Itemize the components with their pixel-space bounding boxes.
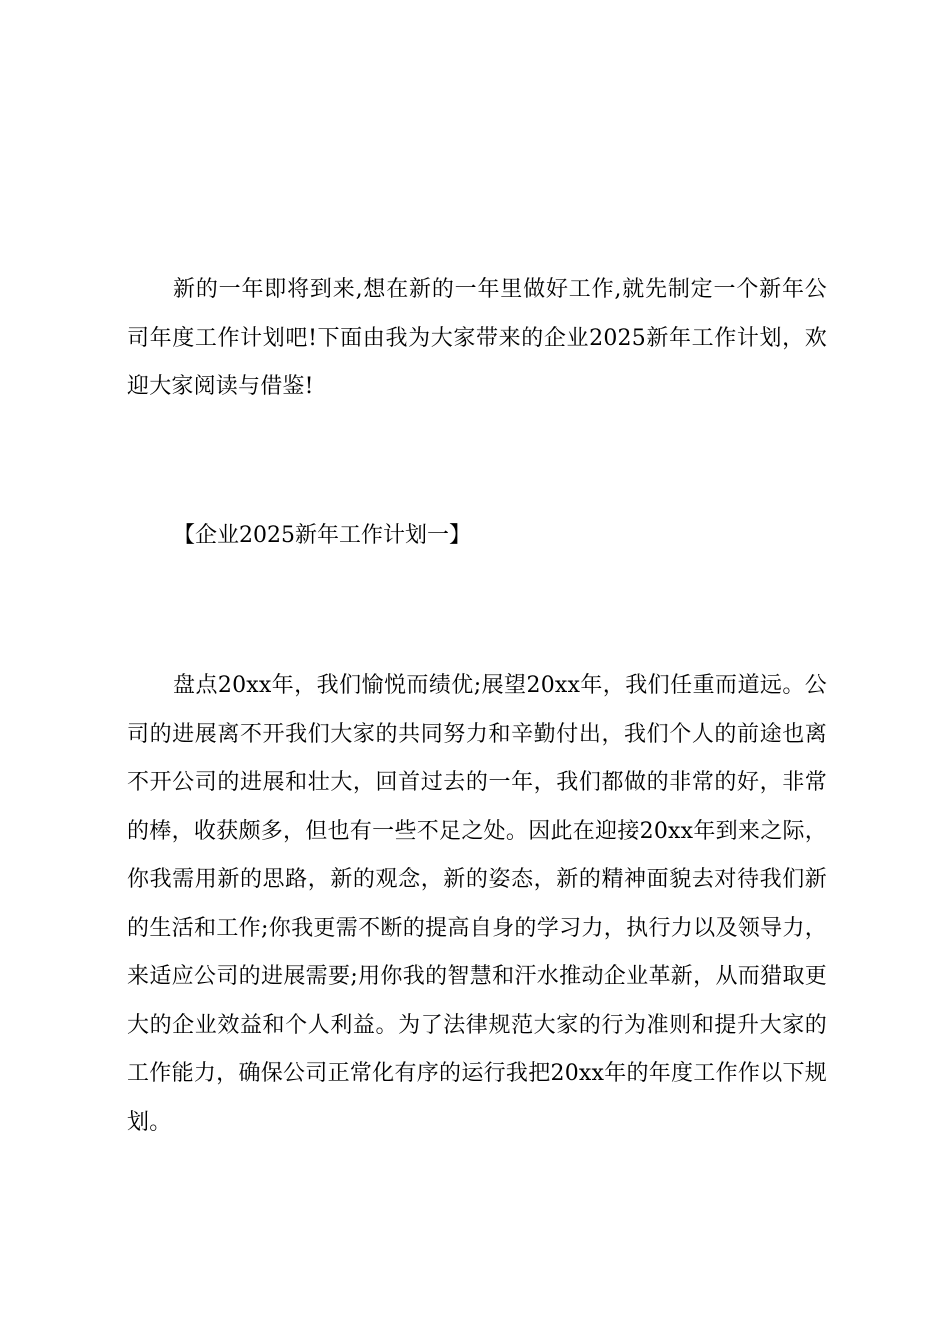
section-title: 【企业2025新年工作计划一】 <box>173 523 471 548</box>
intro-paragraph: 新的一年即将到来,想在新的一年里做好工作,就先制定一个新年公司年度工作计划吧!下面由我为大家带来的企业2025新年工作计划，欢迎大家阅读与借鉴! <box>127 277 827 399</box>
plan-body-paragraph: 盘点20xx年，我们愉悦而绩优;展望20xx年，我们任重而道远。公司的进展离不开我们大家的共同努力和辛勤付出，我们个人的前途也离不开公司的进展和壮大，回首过去的一年，我们都做的非常的好，非常的棒，收获颇多，但也有一些不足之处。因此在迎接20xx年到来之际，你我需用新的思路，新的观念，新的姿态，新的精神面貌去对待我们新的生活和工作;你我更需不断的提高自身的学习力，执行力以及领导力，来适应公司的进展需要;用你我的智慧和汗水推动企业革新，从而猎取更大的企业效益和个人利益。为了法律规范大家的行为准则和提升大家的工作能力，确保公司正常化有序的运行我把20xx年的年度工作作以下规划。 <box>127 673 827 1135</box>
